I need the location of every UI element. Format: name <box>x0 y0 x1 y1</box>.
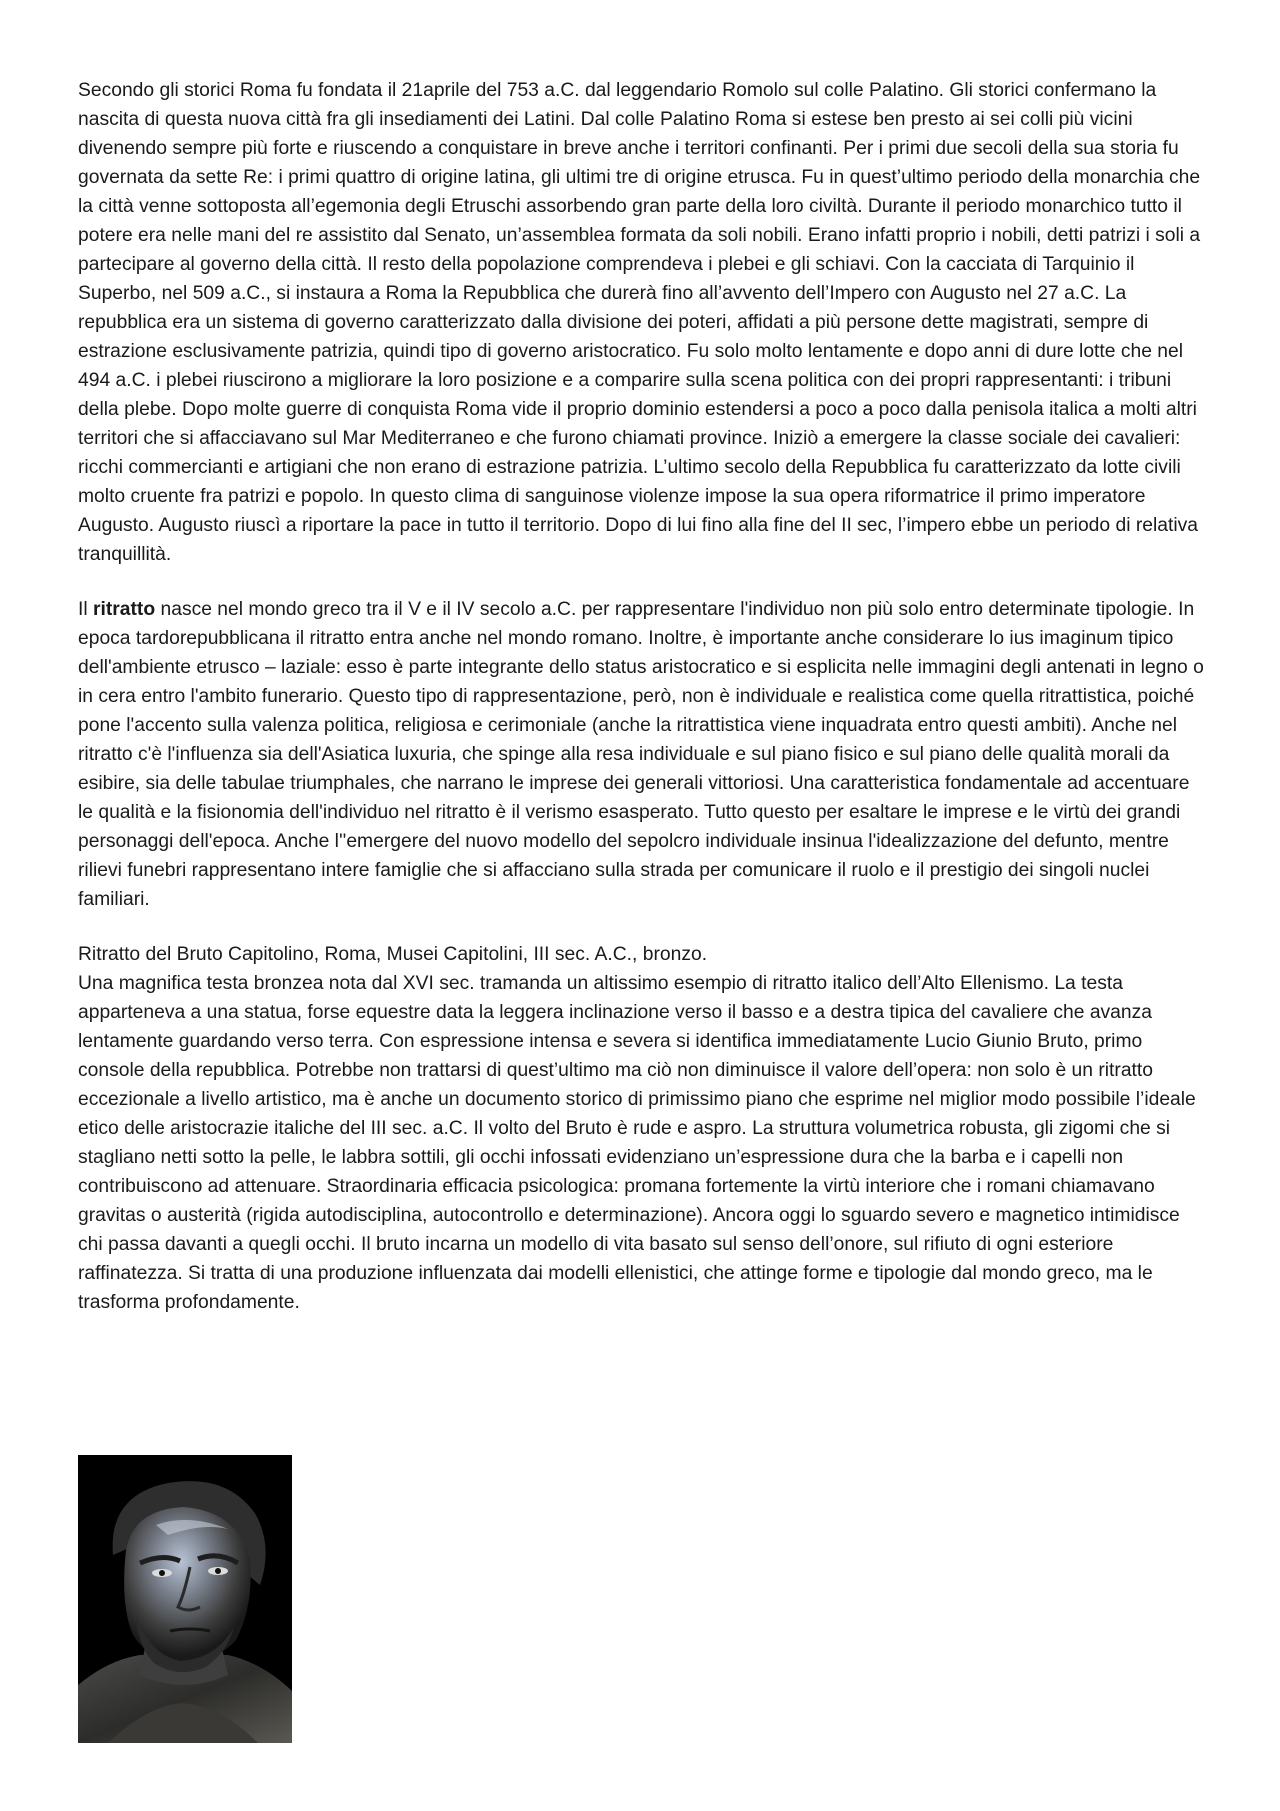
portrait-paragraph-prefix: Il <box>78 599 93 620</box>
bruto-capitolino-image <box>78 1455 292 1743</box>
ritratto-bold-term: ritratto <box>93 599 156 620</box>
portrait-paragraph-rest: nasce nel mondo greco tra il V e il IV secolo a.C. per rappresentare l'individuo non più solo entro determinate tipologie. In epoca tardorepubblicana il ritratto entra anche nel mondo romano. Inoltre, è importante anche considerare lo ius imaginum tipico dell'ambiente etrusco – laziale: esso è parte integrante dello status aristocratico e si esplicita nelle immagini degli antenati in legno o in cera entro l'ambito funerario. Questo tipo di rappresentazione, però, non è individuale e realistica come quella ritrattistica, poiché pone l'accento sulla valenza politica, religiosa e cerimoniale (anche la ritrattistica viene inquadrata entro questi ambiti). Anche nel ritratto c'è l'influenza sia dell'Asiatica luxuria, che spinge alla resa individuale e sul piano fisico e sul piano delle qualità morali da esibire, sia delle tabulae triumphales, che narrano le imprese dei generali vittoriosi. Una caratteristica fondamentale ad accentuare le qualità e la fisionomia dell'individuo nel ritratto è il verismo esasperato. Tutto questo per esaltare le imprese e le virtù dei grandi personaggi dell'epoca. Anche l''emergere del nuovo modello del sepolcro individuale insinua l'idealizzazione del defunto, mentre rilievi funebri rappresentano intere famiglie che si affacciano sulla strada per comunicare il ruolo e il prestigio dei singoli nuclei familiari. <box>78 599 1204 910</box>
portrait-paragraph <box>78 595 1208 914</box>
document-body <box>78 76 1208 1317</box>
figure-caption: Ritratto del Bruto Capitolino, Roma, Musei Capitolini, III sec. A.C., bronzo. <box>78 944 708 965</box>
bruto-description-paragraph: Una magnifica testa bronzea nota dal XVI sec. tramanda un altissimo esempio di ritratto italico dell’Alto Ellenismo. La testa apparteneva a una statua, forse equestre data la leggera inclinazione verso il basso e a destra tipica del cavaliere che avanza lentamente guardando verso terra. Con espressione intensa e severa si identifica immediatamente Lucio Giunio Bruto, primo console della repubblica. Potrebbe non trattarsi di quest’ultimo ma ciò non diminuisce il valore dell’opera: non solo è un ritratto eccezionale a livello artistico, ma è anche un documento storico di primissimo piano che esprime nel miglior modo possibile l’ideale etico delle aristocrazie italiche del III sec. a.C. Il volto del Bruto è rude e aspro. La struttura volumetrica robusta, gli zigomi che si stagliano netti sotto la pelle, le labbra sottili, gli occhi infossati evidenziano un’espressione dura che la barba e i capelli non contribuiscono ad attenuare. Straordinaria efficacia psicologica: promana fortemente la virtù interiore che i romani chiamavano gravitas o austerità (rigida autodisciplina, autocontrollo e determinazione). Ancora oggi lo sguardo severo e magnetico intimidisce chi passa davanti a quegli occhi. Il bruto incarna un modello di vita basato sul senso dell’onore, sul rifiuto di ogni esteriore raffinatezza. Si tratta di una produzione influenzata dai modelli ellenistici, che attinge forme e tipologie dal mondo greco, ma le trasforma profondamente. <box>78 973 1196 1313</box>
history-paragraph: Secondo gli storici Roma fu fondata il 21aprile del 753 a.C. dal leggendario Romolo sul colle Palatino. Gli storici confermano la nascita di questa nuova città fra gli insediamenti dei Latini. Dal colle Palatino Roma si estese ben presto ai sei colli più vicini divenendo sempre più forte e riuscendo a conquistare in breve anche i territori confinanti. Per i primi due secoli della sua storia fu governata da sette Re: i primi quattro di origine latina, gli ultimi tre di origine etrusca. Fu in quest’ultimo periodo della monarchia che la città venne sottoposta all’egemonia degli Etruschi assorbendo gran parte della loro civiltà. Durante il periodo monarchico tutto il potere era nelle mani del re assistito dal Senato, un’assemblea formata da soli nobili. Erano infatti proprio i nobili, detti patrizi i soli a partecipare al governo della città. Il resto della popolazione comprendeva i plebei e gli schiavi. Con la cacciata di Tarquinio il Superbo, nel 509 a.C., si instaura a Roma la Repubblica che durerà fino all’avvento dell’Impero con Augusto nel 27 a.C. La repubblica era un sistema di governo caratterizzato dalla divisione dei poteri, affidati a più persone dette magistrati, sempre di estrazione esclusivamente patrizia, quindi tipo di governo aristocratico. Fu solo molto lentamente e dopo anni di dure lotte che nel 494 a.C. i plebei riuscirono a migliorare la loro posizione e a comparire sulla scena politica con dei propri rappresentanti: i tribuni della plebe. Dopo molte guerre di conquista Roma vide il proprio dominio estendersi a poco a poco dalla penisola italica a molti altri territori che si affacciavano sul Mar Mediterraneo e che furono chiamati province. Iniziò a emergere la classe sociale dei cavalieri: ricchi commercianti e artigiani che non erano di estrazione patrizia. L’ultimo secolo della Repubblica fu caratterizzato da lotte civili molto cruente fra patrizi e popolo. In questo clima di sanguinose violenze impose la sua opera riformatrice il primo imperatore Augusto. Augusto riuscì a riportare la pace in tutto il territorio. Dopo di lui fino alla fine del II sec, l’impero ebbe un periodo di relativa tranquillità. <box>78 80 1201 565</box>
bronze-bust-portrait-icon <box>78 1455 292 1743</box>
